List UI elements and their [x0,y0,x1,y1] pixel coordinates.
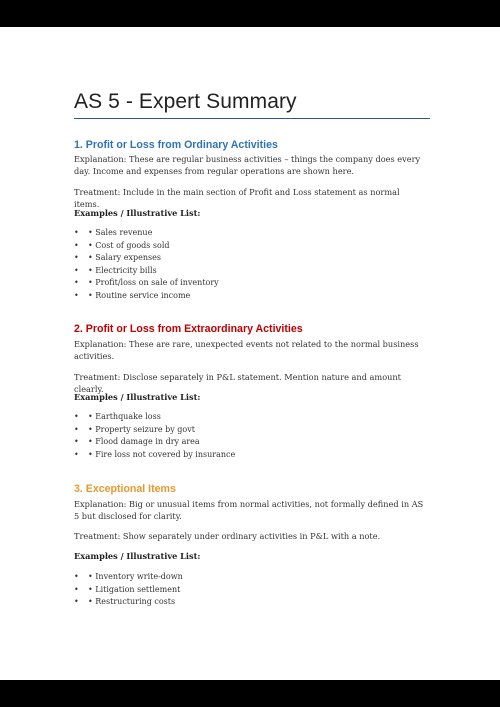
list-item: • • Routine service income [74,290,219,303]
list-item: • • Fire loss not covered by insurance [74,449,235,462]
bullet-icon: • [74,253,79,263]
bullet-icon: • [74,412,79,421]
list-item: • • Litigation settlement [74,584,183,597]
list-item: • • Flood damage in dry area [74,436,235,449]
section-2-explanation: Explanation: These are rare, unexpected events not related to the normal business activities. [74,339,419,362]
list-item: • • Sales revenue [74,227,219,240]
bullet-icon: • [74,290,79,300]
section-2-examples-list [74,411,235,461]
top-black-bar [0,0,500,27]
bullet-icon: • [74,278,79,288]
bottom-black-bar [0,680,500,707]
section-1-examples-list [74,227,219,303]
section-3-examples-list [74,571,183,609]
list-item: • • Earthquake loss [74,411,235,424]
list-item: • • Restructuring costs [74,596,183,609]
list-item: • • Salary expenses [74,252,219,265]
bullet-icon: • [74,584,79,594]
list-item: • • Profit/loss on sale of inventory [74,277,219,290]
section-2-heading: 2. Profit or Loss from Extraordinary Activities [74,323,303,335]
bullet-icon: • [74,424,79,434]
section-3-heading: 3. Exceptional Items [74,483,176,495]
title-underline [74,118,430,119]
section-1-examples-label: Examples / Illustrative List: [74,208,201,218]
bullet-icon: • [74,437,79,447]
section-2-examples-label: Examples / Illustrative List: [74,392,201,402]
list-item: • • Inventory write-down [74,571,183,584]
bullet-icon: • [74,449,79,459]
page-title: AS 5 - Expert Summary [74,90,297,113]
list-item: • • Electricity bills [74,265,219,278]
bullet-icon: • [74,597,79,607]
bullet-icon: • [74,228,79,237]
section-3-explanation: Explanation: Big or unusual items from normal activities, not formally defined in AS 5 but disclosed for clarity. [74,499,424,522]
bullet-icon: • [74,572,79,581]
section-1-treatment: Treatment: Include in the main section of Profit and Loss statement as normal items. [74,187,400,210]
section-3-examples-label: Examples / Illustrative List: [74,551,201,561]
section-3-treatment: Treatment: Show separately under ordinary activities in P&L with a note. [74,531,381,541]
section-1-heading: 1. Profit or Loss from Ordinary Activities [74,139,278,151]
section-1-explanation: Explanation: These are regular business activities – things the company does every day. Income and expenses from regular operations are shown here. [74,154,421,177]
section-2-treatment: Treatment: Disclose separately in P&L statement. Mention nature and amount clearly. [74,372,401,395]
list-item: • • Property seizure by govt [74,424,235,437]
list-item: • • Cost of goods sold [74,240,219,253]
bullet-icon: • [74,265,79,275]
bullet-icon: • [74,240,79,250]
